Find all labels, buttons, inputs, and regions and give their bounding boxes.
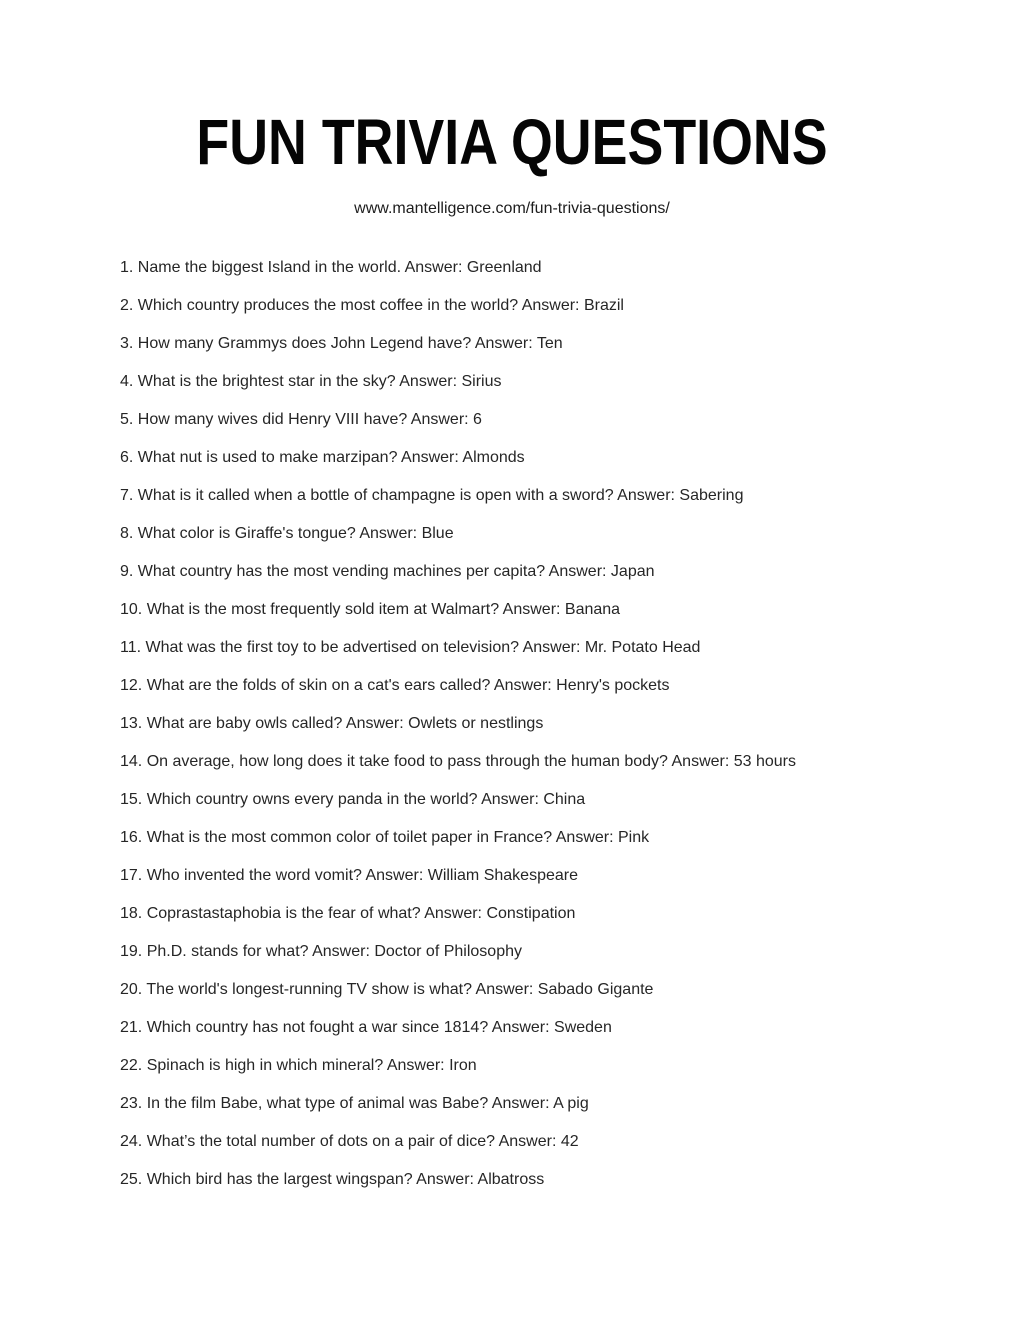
question-list: [0, 259, 1024, 1189]
trivia-question-11: 11. What was the first toy to be advertised on television? Answer: Mr. Potato Head: [120, 639, 701, 656]
trivia-question-9: 9. What country has the most vending machines per capita? Answer: Japan: [120, 563, 655, 580]
trivia-question-19: 19. Ph.D. stands for what? Answer: Doctor of Philosophy: [120, 943, 522, 960]
trivia-question-17: 17. Who invented the word vomit? Answer: William Shakespeare: [120, 867, 578, 884]
trivia-question-13: 13. What are baby owls called? Answer: Owlets or nestlings: [120, 715, 544, 732]
trivia-question-20: 20. The world's longest-running TV show is what? Answer: Sabado Gigante: [120, 981, 654, 998]
trivia-question-25: 25. Which bird has the largest wingspan? Answer: Albatross: [120, 1171, 545, 1188]
trivia-question-23: 23. In the film Babe, what type of animal was Babe? Answer: A pig: [120, 1095, 589, 1112]
trivia-question-21: 21. Which country has not fought a war since 1814? Answer: Sweden: [120, 1019, 612, 1036]
trivia-question-22: 22. Spinach is high in which mineral? Answer: Iron: [120, 1057, 477, 1074]
trivia-question-1: 1. Name the biggest Island in the world. Answer: Greenland: [120, 259, 542, 276]
trivia-question-16: 16. What is the most common color of toilet paper in France? Answer: Pink: [120, 829, 650, 846]
document-header: [0, 0, 1024, 218]
page-title: FUN TRIVIA QUESTIONS: [196, 106, 828, 178]
trivia-question-8: 8. What color is Giraffe's tongue? Answer: Blue: [120, 525, 454, 542]
trivia-question-24: 24. What’s the total number of dots on a pair of dice? Answer: 42: [120, 1133, 579, 1150]
trivia-question-4: 4. What is the brightest star in the sky? Answer: Sirius: [120, 373, 502, 390]
trivia-question-7: 7. What is it called when a bottle of champagne is open with a sword? Answer: Sabering: [120, 487, 744, 504]
trivia-question-3: 3. How many Grammys does John Legend have? Answer: Ten: [120, 335, 563, 352]
trivia-question-2: 2. Which country produces the most coffee in the world? Answer: Brazil: [120, 297, 624, 314]
trivia-question-18: 18. Coprastastaphobia is the fear of what? Answer: Constipation: [120, 905, 576, 922]
trivia-question-5: 5. How many wives did Henry VIII have? Answer: 6: [120, 411, 482, 428]
trivia-question-10: 10. What is the most frequently sold item at Walmart? Answer: Banana: [120, 601, 621, 618]
trivia-question-12: 12. What are the folds of skin on a cat's ears called? Answer: Henry's pockets: [120, 677, 670, 694]
trivia-question-14: 14. On average, how long does it take food to pass through the human body? Answer: 53 hours: [120, 753, 796, 770]
trivia-question-6: 6. What nut is used to make marzipan? Answer: Almonds: [120, 449, 525, 466]
trivia-question-15: 15. Which country owns every panda in the world? Answer: China: [120, 791, 586, 808]
source-url: www.mantelligence.com/fun-trivia-questions/: [354, 200, 670, 217]
